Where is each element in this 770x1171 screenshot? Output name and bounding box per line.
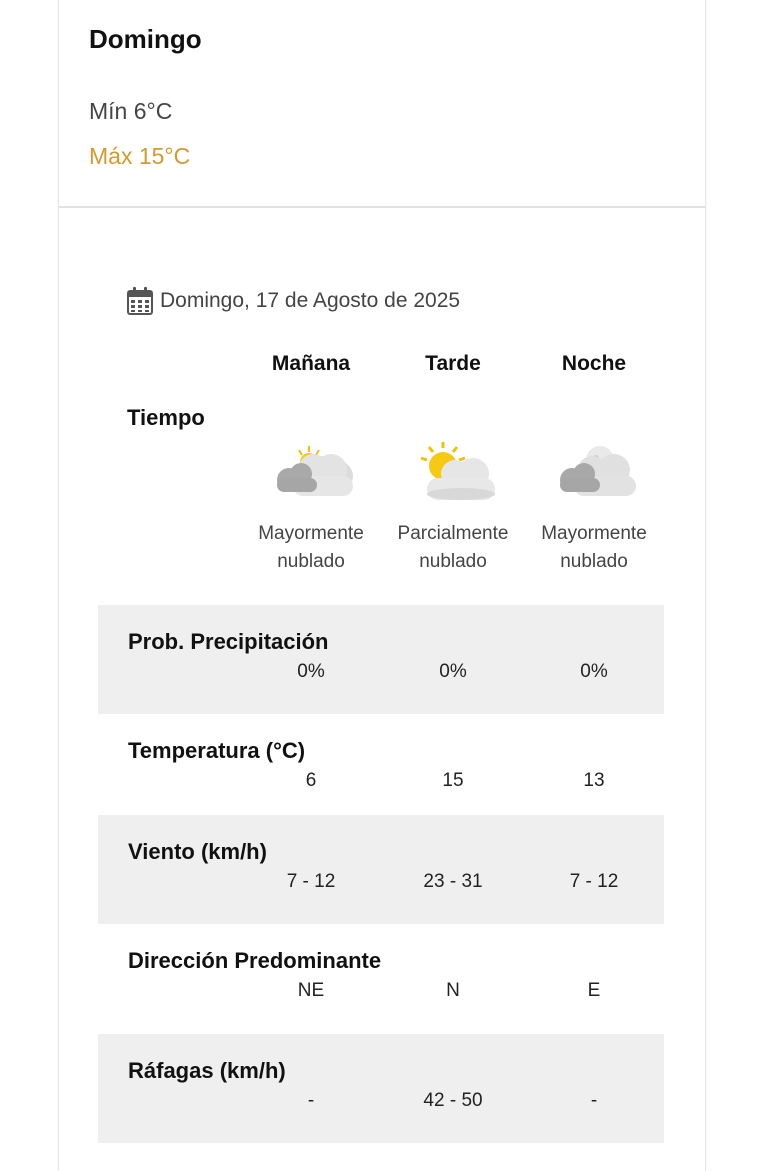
cell-manana: 7 - 12: [286, 871, 336, 892]
cell-manana: 6: [305, 770, 317, 791]
row-label: Prob. Precipitación: [128, 629, 329, 654]
day-title: Domingo: [89, 24, 202, 54]
cell-tarde: 15: [442, 770, 464, 791]
cell-tarde: N: [446, 980, 460, 1001]
period-noche: Noche: [561, 352, 627, 375]
cell-noche: 7 - 12: [569, 871, 619, 892]
cell-manana: -: [307, 1090, 315, 1111]
row-precipitation: [98, 605, 664, 714]
row-label: Ráfagas (km/h): [128, 1058, 286, 1083]
day-summary: [59, 0, 705, 208]
row-label: Viento (km/h): [128, 839, 267, 864]
row-temperature: [98, 714, 664, 815]
calendar-icon: [127, 287, 153, 315]
max-temperature: Máx 15°C: [89, 143, 191, 169]
condition-manana: [241, 520, 381, 576]
condition-line: Mayormente: [541, 523, 647, 544]
row-label: Temperatura (°C): [128, 738, 306, 763]
condition-line: nublado: [419, 551, 487, 572]
row-wind: [98, 815, 664, 924]
condition-line: Mayormente: [258, 523, 364, 544]
tiempo-label: Tiempo: [127, 405, 205, 430]
min-temperature: Mín 6°C: [89, 98, 173, 124]
period-manana: Mañana: [271, 352, 351, 375]
row-label: Dirección Predominante: [128, 948, 382, 973]
forecast-date: Domingo, 17 de Agosto de 2025: [160, 289, 461, 312]
forecast-card: [58, 0, 706, 1171]
row-gusts: [98, 1034, 664, 1143]
cell-noche: E: [587, 980, 601, 1001]
period-tarde: Tarde: [425, 352, 481, 375]
cell-noche: 0%: [580, 661, 608, 682]
cell-tarde: 0%: [439, 661, 467, 682]
date-header: [127, 287, 460, 315]
cloud-moon-icon: [554, 440, 638, 504]
cell-tarde: 23 - 31: [423, 871, 483, 892]
condition-tarde: [383, 520, 523, 576]
condition-line: nublado: [277, 551, 345, 572]
cell-noche: -: [590, 1090, 598, 1111]
partly-cloudy-icon: [413, 440, 497, 504]
cell-noche: 13: [583, 770, 605, 791]
cloud-night-icon: [271, 440, 355, 504]
cell-manana: 0%: [297, 661, 325, 682]
condition-line: nublado: [560, 551, 628, 572]
condition-noche: [524, 520, 664, 576]
cell-tarde: 42 - 50: [423, 1090, 483, 1111]
condition-line: Parcialmente: [397, 523, 509, 544]
cell-manana: NE: [297, 980, 325, 1001]
row-direction: [98, 924, 664, 1034]
